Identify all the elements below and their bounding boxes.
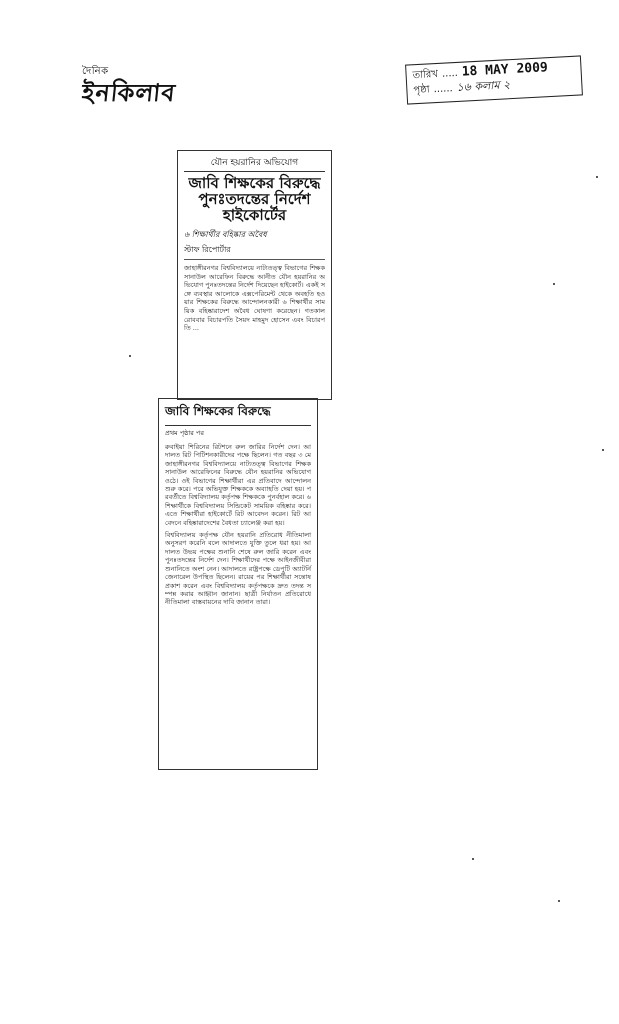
news-clipping-main <box>177 150 332 400</box>
date-stamp <box>405 55 583 104</box>
news-clipping-continuation <box>158 398 318 770</box>
scan-speck <box>472 858 474 860</box>
scan-speck <box>129 355 131 357</box>
clipping-headline <box>184 175 325 223</box>
scan-speck <box>596 176 598 178</box>
stamp-date-value: 18 MAY 2009 <box>461 60 549 80</box>
scan-speck <box>558 900 560 902</box>
scan-speck <box>602 449 604 451</box>
newspaper-masthead <box>82 66 176 108</box>
stamp-page-row: পৃষ্ঠা ...... ১৬ কলাম ২ <box>413 78 511 97</box>
clipping-kicker: যৌন হয়রানির অভিযোগ <box>184 155 325 172</box>
stamp-date-label: তারিখ <box>412 68 439 82</box>
stamp-date-row: তারিখ ..... 18 MAY 2009 <box>412 60 549 82</box>
masthead-title: ইনকিলাব <box>80 79 178 107</box>
scan-speck <box>553 283 555 285</box>
stamp-page-value: ১৬ কলাম ২ <box>456 78 511 94</box>
headline-line-2: পুনঃতদন্তের নির্দেশ <box>198 190 311 208</box>
clipping-body: জাহাঙ্গীরনগর বিশ্ববিদ্যালয়ে নাট্যতত্ত্ব বিভাগের শিক্ষক সানাউল আরেফিন বিরুদ্ধে আনীত যৌন হয়রানির অভিযোগ পুনঃতদন্তের নির্দেশ দিয়েছেন হাইকোর্ট। একই সঙ্গে ব্যবস্থার আলোকে এক্সপেরিমেন্ট থেকে অবহতি হওয়ার শিক্ষকের বিরুদ্ধে আন্দোলনকারী ৬ শিক্ষার্থীর সাময়িক বহিষ্কারাদেশ অবৈধ ঘোষণা করেছেন। গতকাল রোববার বিচারপতি সৈয়দ মাহমুদ হোসেন এবং বিচারপতি ... <box>184 264 325 333</box>
masthead-daily: দৈনিক <box>82 66 109 77</box>
headline-line-1: জাবি শিক্ষকের বিরুদ্ধে <box>188 174 321 192</box>
stamp-page-label: পৃষ্ঠা <box>413 84 430 97</box>
clipping-subhead: ৬ শিক্ষার্থীর বহিষ্কার অবৈধ <box>184 230 267 239</box>
clipping-byline: স্টাফ রিপোর্টার <box>184 244 325 260</box>
headline-line-3: হাইকোর্টের <box>222 206 287 224</box>
continuation-subhead: প্রথম পৃষ্ঠার পর <box>165 429 204 437</box>
continuation-body-1: রুবাইয়া শিরিনের রিটশনে রুল জারির নির্দেশ দেন। আদালত রিট পিটিশনকারীদের পক্ষে ছিলেন। গত বছর ৩ মে জাহাঙ্গীরনগর বিশ্ববিদ্যালয়ে নাট্যতত্ত্ব বিভাগের শিক্ষক সানাউল আরেফিনের বিরুদ্ধে যৌন হয়রানির অভিযোগ ওঠে। ওই বিভাগের শিক্ষার্থীরা এর প্রতিবাদে আন্দোলন শুরু করে। পরে অভিযুক্ত শিক্ষককে অব্যাহতি দেয়া হয়। পরবর্তীতে বিশ্ববিদ্যালয় কর্তৃপক্ষ শিক্ষককে পুনর্বহাল করে। ৬ শিক্ষার্থীকে বিশ্ববিদ্যালয় সিন্ডিকেট সাময়িক বহিষ্কার করে। এতে শিক্ষার্থীরা হাইকোর্টে রিট আবেদন করেন। রিট আবেদনে বহিষ্কারাদেশের বৈধতা চ্যালেঞ্জ করা হয়। <box>165 443 311 527</box>
continuation-headline: জাবি শিক্ষকের বিরুদ্ধে <box>165 403 311 426</box>
continuation-body-2: বিশ্ববিদ্যালয় কর্তৃপক্ষ যৌন হয়রানি প্রতিরোধ নীতিমালা অনুসরণ করেনি বলে আদালতে যুক্তি তুলে ধরা হয়। আদালত উভয় পক্ষের শুনানি শেষে রুল জারি করেন এবং পুনঃতদন্তের নির্দেশ দেন। শিক্ষার্থীদের পক্ষে আইনজীবীরা শুনানিতে অংশ নেন। আদালতে রাষ্ট্রপক্ষে ডেপুটি অ্যাটর্নি জেনারেল উপস্থিত ছিলেন। রায়ের পর শিক্ষার্থীরা সন্তোষ প্রকাশ করেন এবং বিশ্ববিদ্যালয় কর্তৃপক্ষকে দ্রুত তদন্ত সম্পন্ন করার আহ্বান জানান। ছাত্রী নির্যাতন প্রতিরোধে নীতিমালা বাস্তবায়নের দাবি জানান তারা। <box>165 531 311 607</box>
